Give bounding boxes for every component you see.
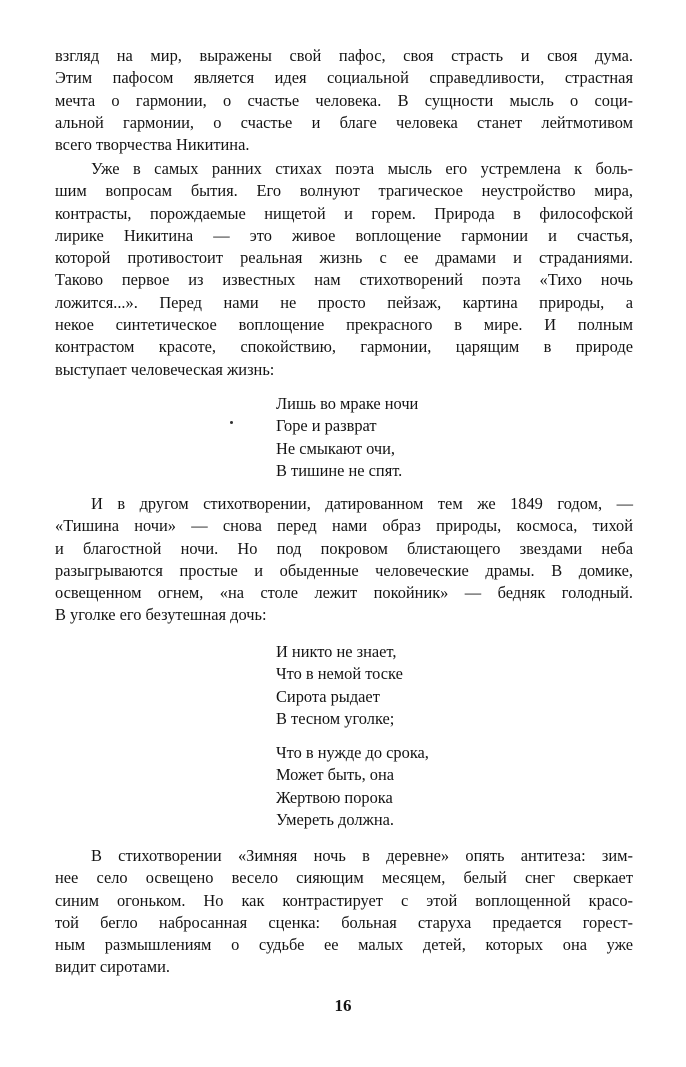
text-line: лирике Никитина — это живое воплощение гармонии и счастья,: [55, 225, 633, 245]
verse-line: Лишь во мраке ночи: [276, 394, 419, 413]
text-line: Уже в самых ранних стихах поэта мысль его устремлена к боль-: [91, 159, 633, 178]
text-line: «Тишина ночи» — снова перед нами образ природы, космоса, тихой: [55, 516, 633, 536]
verse-line: Жертвою порока: [276, 787, 393, 807]
verse-line: И никто не знает,: [276, 642, 397, 661]
verse-stanza-1: [276, 393, 418, 482]
text-line: синим огоньком. Но как контрастирует с этой воплощенной красо-: [55, 890, 633, 910]
text-line: выступает человеческая жизнь:: [55, 359, 275, 379]
text-line: освещенном огнем, «на столе лежит покойник» — бедняк голодный.: [55, 583, 633, 603]
text-line: ным размышлениям о судьбе ее малых детей, которых она уже: [55, 935, 633, 955]
verse-line: В тишине не спят.: [276, 460, 403, 480]
paragraph-2: [55, 158, 633, 381]
text-line: всего творчества Никитина.: [55, 135, 250, 155]
print-speck: [230, 421, 233, 424]
verse-line: Что в немой тоске: [276, 664, 403, 684]
text-line: ложится...». Перед нами не просто пейзаж, картина природы, а: [55, 292, 633, 312]
text-line: которой противостоит реальная жизнь с ее драмами и страданиями.: [55, 248, 633, 268]
verse-line: Может быть, она: [276, 765, 395, 785]
text-line: видит сиротами.: [55, 957, 170, 977]
text-line: мечта о гармонии, о счастье человека. В сущности мысль о соци-: [55, 90, 633, 110]
text-line: нее село освещено весело сияющим месяцем, белый снег сверкает: [55, 868, 633, 888]
paragraph-3: [55, 493, 633, 627]
text-line: контрасты, порождаемые нищетой и горем. Природа в философской: [55, 203, 633, 223]
text-line: альной гармонии, о счастье и благе человека станет лейтмотивом: [55, 112, 633, 132]
verse-stanza-2: [276, 641, 403, 730]
text-line: Таково первое из известных нам стихотворений поэта «Тихо ночь: [55, 270, 633, 290]
text-line: взгляд на мир, выражены свой пафос, своя страсть и своя дума.: [55, 46, 633, 65]
verse-line: В тесном уголке;: [276, 708, 395, 728]
verse-line: Сирота рыдает: [276, 686, 380, 706]
text-line: В стихотворении «Зимняя ночь в деревне» опять антитеза: зим-: [91, 846, 633, 865]
verse-line: Не смыкают очи,: [276, 438, 396, 458]
text-line: В уголке его безутешная дочь:: [55, 605, 267, 625]
verse-stanza-3: [276, 742, 429, 831]
text-line: разыгрываются простые и обыденные человеческие драмы. В домике,: [55, 560, 633, 580]
page-number: 16: [334, 996, 352, 1015]
verse-line: Умереть должна.: [276, 809, 394, 829]
text-line: контрастом красоте, спокойствию, гармонии, царящим в природе: [55, 337, 633, 357]
paragraph-4: [55, 845, 633, 979]
text-line: и благостной ночи. Но под покровом блистающего звездами неба: [55, 538, 633, 558]
verse-line: Горе и разврат: [276, 416, 377, 436]
verse-line: Что в нужде до срока,: [276, 743, 429, 762]
text-line: некое синтетическое воплощение прекрасного в мире. И полным: [55, 315, 633, 335]
text-line: Этим пафосом является идея социальной справедливости, страстная: [55, 68, 633, 88]
paragraph-1: [55, 45, 633, 156]
text-line: той бегло набросанная сценка: больная старуха предается горест-: [55, 912, 633, 932]
text-line: И в другом стихотворении, датированном тем же 1849 годом, —: [91, 494, 633, 513]
text-line: шим вопросам бытия. Его волнуют трагическое неустройство мира,: [55, 181, 633, 201]
